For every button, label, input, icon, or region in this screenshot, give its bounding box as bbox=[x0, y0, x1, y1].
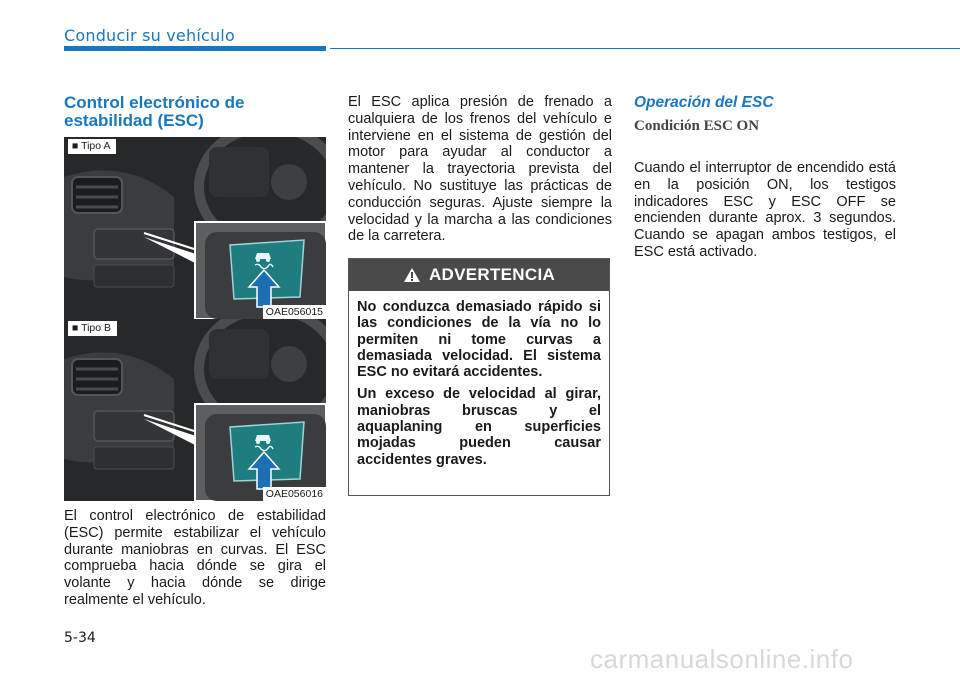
figure-tag: ■ Tipo B bbox=[68, 321, 117, 336]
page-number: 5-34 bbox=[64, 630, 96, 646]
chapter-title: Conducir su vehículo bbox=[64, 26, 235, 45]
press-arrow-icon bbox=[64, 319, 326, 501]
warning-item: Un exceso de velocidad al girar, maniobras bruscas y el aquaplaning en superficies mojadas pueden causar accidentes graves. bbox=[357, 386, 601, 468]
figure-code: OAE056015 bbox=[263, 305, 326, 319]
header-bar bbox=[64, 46, 326, 51]
intro-paragraph: El control electrónico de estabilidad (ESC) permite estabilizar el vehículo durante maniobras en curvas. El ESC comprueba hacia dónde se gira el volante y hacia dónde se dirige realmente el vehículo. bbox=[64, 508, 326, 608]
figure-type-a bbox=[64, 137, 326, 319]
warning-header bbox=[349, 259, 609, 291]
press-arrow-icon bbox=[64, 137, 326, 319]
warning-box bbox=[348, 258, 610, 496]
brake-paragraph: El ESC aplica presión de frenado a cualquiera de los frenos del vehículo e interviene en el sistema de gestión del motor para ayudar al conductor a mantener la trayectoria prevista del vehículo. No sustituye las prácticas de conducción seguras. Ajuste siempre la velocidad y la marcha a las condiciones de la carretera. bbox=[348, 94, 612, 245]
operation-title: Operación del ESC bbox=[634, 94, 774, 111]
watermark: carmanualsonline.info bbox=[590, 644, 854, 674]
figure-type-b bbox=[64, 319, 326, 501]
warning-item: No conduzca demasiado rápido si las condiciones de la vía no lo permiten ni tome curvas a demasiada velocidad. El sistema ESC no evitará accidentes. bbox=[357, 299, 601, 381]
figure-tag: ■ Tipo A bbox=[68, 139, 116, 154]
warning-title: ADVERTENCIA bbox=[428, 265, 556, 284]
operation-subtitle: Condición ESC ON bbox=[634, 118, 760, 134]
condition-paragraph: Cuando el interruptor de encendido está en la posición ON, los testigos indicadores ESC y ESC OFF se encienden durante aprox. 3 segundos. Cuando se apagan ambos testigos, el ESC está activado. bbox=[634, 160, 896, 260]
section-title: Control electrónico de estabilidad (ESC) bbox=[64, 93, 245, 130]
figure-code: OAE056016 bbox=[263, 487, 326, 501]
warning-body bbox=[349, 291, 609, 468]
warning-triangle-icon bbox=[403, 267, 421, 283]
header-rule bbox=[330, 48, 960, 49]
